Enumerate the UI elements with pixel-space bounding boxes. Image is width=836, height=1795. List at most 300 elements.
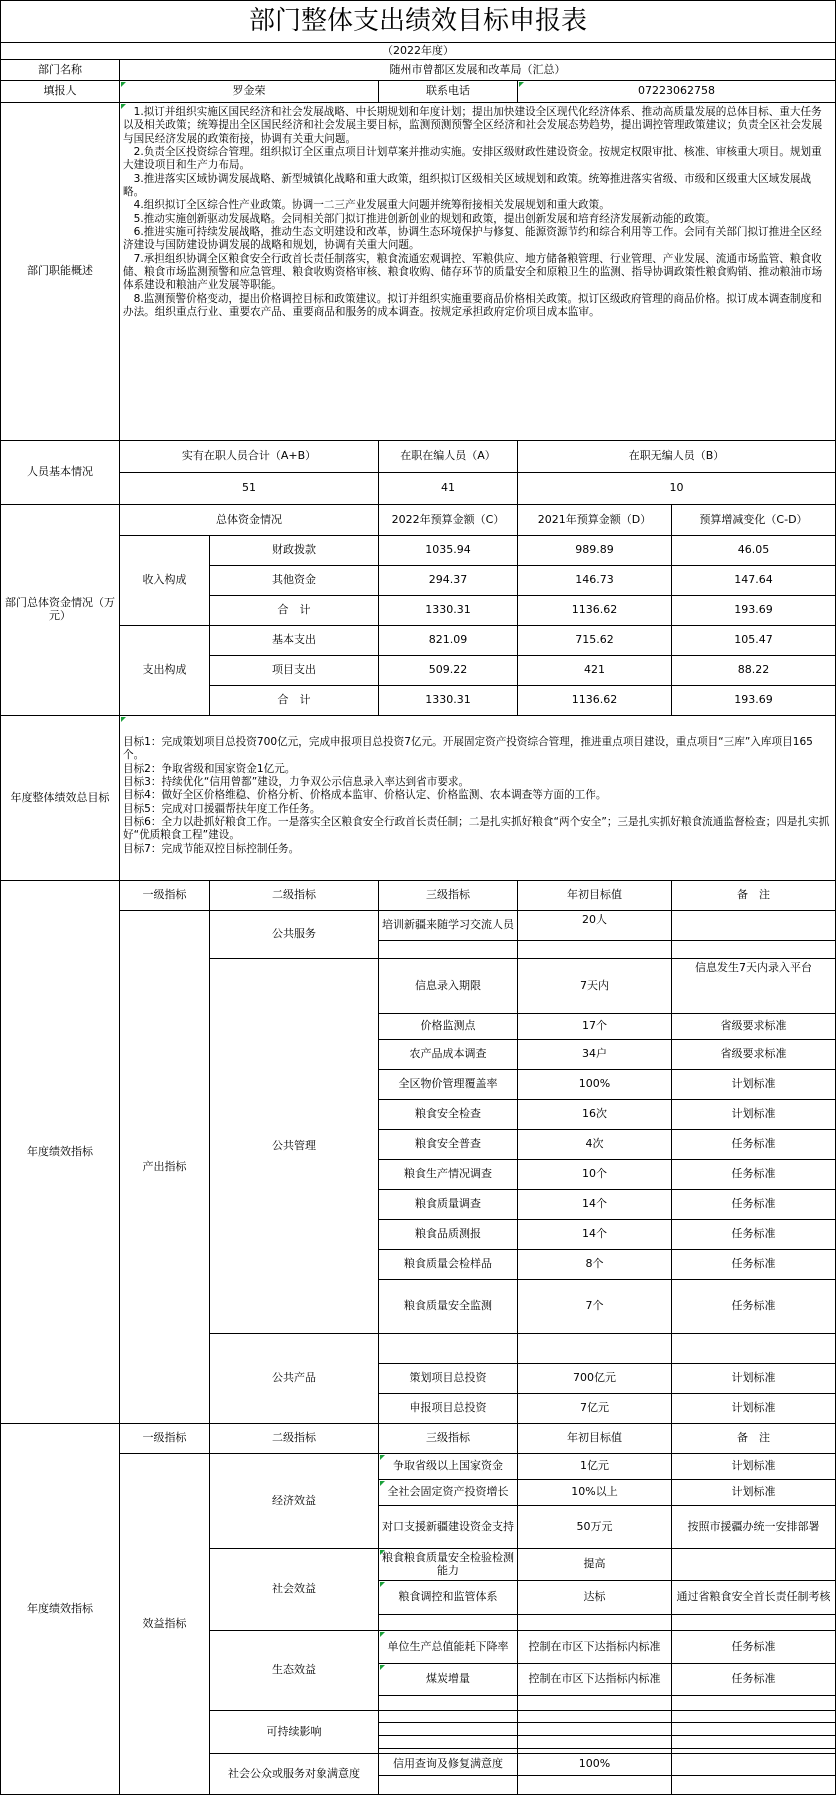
effect-target [517,1775,672,1795]
form-title-text: 部门整体支出绩效目标申报表 [248,5,587,36]
output-header-level3-text: 三级指标 [426,888,470,902]
effect-level1 [119,1453,210,1795]
effect-indicator [378,1695,518,1711]
output-target [517,958,672,1014]
output-note [671,910,836,941]
group-public-mgmt-text: 公共管理 [272,1138,316,1152]
output-header-note-text: 备 注 [737,888,770,902]
output-indicator-text: 申报项目总投资 [409,1401,487,1415]
output-note-text: 任务标准 [731,1137,776,1151]
output-note [671,1393,836,1424]
effect-indicator [378,1775,518,1795]
cell-marker-icon [380,1481,385,1486]
effect-target-text: 100% [578,1757,611,1771]
effect-target [517,1580,672,1615]
effect-note-text: 按照市援疆办统一安排部署 [687,1519,820,1533]
output-indicator [378,1189,518,1220]
income-row-name [209,565,379,596]
output-target [517,1393,672,1424]
effect-indicator-text: 全社会固定资产投资增长 [387,1485,509,1499]
goals-label-text: 年度整体绩效总目标 [10,790,110,804]
effect-header-level1 [119,1423,210,1454]
output-target [517,910,672,941]
funds-header-3 [671,504,836,536]
group-social [209,1548,379,1631]
output-header-level2 [209,880,379,911]
output-target [517,1189,672,1220]
output-target [517,1219,672,1250]
income-row-cd [671,565,836,596]
effect-target [517,1548,672,1581]
effect-note-text: 任务标准 [731,1639,776,1653]
staff-header-total-text: 实有在职人员合计（A+B） [181,449,317,463]
funds-label [0,504,120,716]
expense-row-c [378,685,518,716]
output-indicator [378,1013,518,1040]
output-target [517,1363,672,1394]
output-indicator [378,910,518,941]
output-target-text: 14个 [582,1197,607,1211]
goal-item: 目标5：完成对口援疆帮扶年度工作任务。 [123,802,321,815]
group-sustainable-text: 可持续影响 [266,1724,322,1738]
effect-note-text: 计划标准 [731,1459,776,1473]
expense-row-c-text: 1330.31 [425,693,471,707]
effect-note [671,1580,836,1615]
cell-marker-icon [380,1632,385,1637]
output-note [671,1039,836,1070]
output-note [671,1333,836,1364]
output-indicator [378,1039,518,1070]
effect-target [517,1663,672,1696]
output-header-level1-text: 一级指标 [142,888,187,902]
effect-section-label-text: 年度绩效指标 [27,1601,93,1615]
effect-indicator [378,1753,518,1776]
income-row-d-text: 989.89 [575,543,614,557]
effect-note [671,1614,836,1631]
output-target [517,940,672,959]
funds-header-2-text: 2021年预算金额（D） [537,512,652,526]
expense-row-name [209,625,379,656]
output-header-level2-text: 二级指标 [272,888,316,902]
income-row-d-text: 1136.62 [571,603,618,617]
phone-value [517,80,836,103]
expense-label-text: 支出构成 [142,663,187,677]
staff-header-a [378,440,518,473]
output-target-text: 7天内 [580,978,609,992]
effect-indicator-text: 对口支援新疆建设资金支持 [382,1519,514,1533]
income-row-c [378,535,518,566]
effect-note [671,1735,836,1749]
effect-indicator [378,1663,518,1696]
effect-target [517,1695,672,1711]
effect-indicator [378,1580,518,1615]
output-header-target-text: 年初目标值 [567,888,622,902]
staff-header-a-text: 在职在编人员（A） [400,449,496,463]
income-row-cd [671,595,836,626]
funds-header-1 [378,504,518,536]
output-target [517,1249,672,1280]
functions-label [0,102,120,441]
effect-indicator [378,1614,518,1631]
filler-label [0,80,120,103]
group-economic-text: 经济效益 [272,1493,316,1507]
output-indicator [378,1279,518,1334]
output-indicator-text: 粮食品质测报 [415,1227,481,1241]
output-note [671,1069,836,1100]
funds-label-text: 部门总体资金情况（万元） [5,596,115,622]
function-item: 8.监测预警价格变动，提出价格调控目标和政策建议。拟订并组织实施重要商品价格相关政策。拟订区级政府管理的商品价格。拟订成本调查制度和办法。组织重点行业、重要农产品、重要商品和服务的成本调查。按规定承担政府定价项目成本监审。 [123,292,822,319]
output-target-text: 100% [578,1077,611,1091]
expense-row-cd [671,655,836,686]
output-target [517,1013,672,1040]
output-indicator-text: 粮食安全检查 [415,1107,481,1121]
staff-a [378,472,518,505]
output-indicator [378,1249,518,1280]
effect-level1-text: 效益指标 [142,1616,187,1630]
group-ecological [209,1630,379,1711]
output-target-text: 20人 [582,913,607,926]
effect-note [671,1722,836,1736]
goals-label [0,715,120,881]
income-row-c-text: 1330.31 [425,603,471,617]
income-row-name [209,535,379,566]
effect-note [671,1453,836,1480]
expense-row-name [209,655,379,686]
effect-note [671,1753,836,1776]
cell-marker-icon [121,104,126,109]
staff-a-text: 41 [441,481,455,495]
output-level1 [119,910,210,1424]
phone-label [378,80,518,103]
income-row-d-text: 146.73 [575,573,614,587]
expense-row-cd-text: 105.47 [734,633,773,647]
effect-note [671,1479,836,1506]
output-target [517,1159,672,1190]
output-note [671,1279,836,1334]
effect-target-text: 提高 [583,1557,606,1571]
income-row-name-text: 其他资金 [272,573,316,587]
functions-paragraphs [123,106,832,320]
output-section-label [0,880,120,1424]
function-item: 1.拟订并组织实施区国民经济和社会发展战略、中长期规划和年度计划；提出加快建设全区现代化经济体系、推动高质量发展的总体目标、重大任务以及相关政策；统筹提出全区国民经济和社会发展主要目标，监测预测预警全区经济和社会发展态势趋势，提出调控管理政策建议；负责全区社会发展与国民经济发展的政策衔接，协调有关重大问题。 [123,106,823,145]
effect-target [517,1453,672,1480]
effect-header-level1-text: 一级指标 [142,1431,187,1445]
output-target [517,1039,672,1070]
output-target-text: 4次 [585,1137,604,1151]
cell-marker-icon [380,1455,385,1460]
goal-item: 目标6：全力以赴抓好粮食工作。一是落实全区粮食安全行政首长责任制；二是扎实抓好粮食“两个安全”；三是扎实抓好粮食流通监督检查；四是扎实抓好“优质粮食工程”建设。 [123,816,830,842]
output-indicator-text: 培训新疆来随学习交流人员 [382,918,514,932]
output-note-text: 信息发生7天内录入平台 [695,961,812,974]
income-row-d [517,535,672,566]
expense-row-c [378,625,518,656]
output-note-text: 省级要求标准 [720,1019,787,1033]
effect-target-text: 控制在市区下达指标内标准 [528,1639,661,1653]
income-row-name [209,595,379,626]
goal-item: 目标1：完成策划项目总投资700亿元，完成申报项目总投资7亿元。开展固定资产投资综合管理，推进重点项目建设，重点项目“三库”入库项目165个。 [123,736,813,762]
income-row-d [517,595,672,626]
effect-target [517,1614,672,1631]
output-indicator-text: 农产品成本调查 [409,1047,487,1061]
output-target [517,1069,672,1100]
output-note [671,940,836,959]
filler-name [119,80,379,103]
effect-section-label [0,1423,120,1795]
effect-target [517,1505,672,1549]
effect-indicator-text: 粮食粮食质量安全检验检测能力 [382,1550,514,1577]
output-indicator-text: 价格监测点 [420,1019,476,1033]
effect-target-text: 10%以上 [571,1485,618,1499]
income-row-cd-text: 193.69 [734,603,773,617]
effect-note [671,1775,836,1795]
goals-paragraphs [123,719,832,856]
income-row-c [378,595,518,626]
group-public-product-text: 公共产品 [272,1371,316,1385]
cell-marker-icon [380,1550,385,1555]
output-note [671,1129,836,1160]
output-target-text: 7亿元 [580,1401,609,1415]
group-economic [209,1453,379,1549]
goal-item: 目标2：争取省级和国家资金1亿元。 [123,762,296,775]
staff-header-total [119,440,379,473]
group-public-mgmt [209,958,379,1334]
effect-target [517,1630,672,1664]
function-item: 4.组织拟订全区综合性产业政策。协调一二三产业发展重大问题并统筹衔接相关发展规划和重大政策。 [133,199,610,212]
output-target-text: 17个 [582,1019,607,1033]
expense-row-cd [671,625,836,656]
output-note [671,1013,836,1040]
effect-header-target [517,1423,672,1454]
group-social-text: 社会效益 [272,1582,316,1596]
output-indicator-text: 粮食安全普查 [415,1137,481,1151]
effect-header-level3 [378,1423,518,1454]
output-target [517,1279,672,1334]
income-label-text: 收入构成 [142,573,187,587]
expense-row-c-text: 821.09 [428,633,468,647]
form-title [0,0,836,42]
group-public-service-text: 公共服务 [272,927,316,941]
output-indicator-text: 粮食质量安全监测 [404,1299,492,1313]
income-row-cd-text: 147.64 [734,573,773,587]
functions-text [119,102,836,441]
output-note-text: 计划标准 [731,1107,776,1121]
effect-indicator [378,1453,518,1480]
expense-row-cd-text: 193.69 [734,693,773,707]
output-header-level1 [119,880,210,911]
staff-header-b-text: 在职无编人员（B） [628,449,725,463]
group-satisfaction-text: 社会公众或服务对象满意度 [228,1766,360,1780]
income-row-cd-text: 46.05 [737,543,770,557]
funds-header-3-text: 预算增减变化（C-D） [699,512,808,526]
output-note-text: 任务标准 [731,1299,776,1313]
group-sustainable [209,1710,379,1754]
output-indicator-text: 信息录入期限 [415,978,481,992]
output-header-level3 [378,880,518,911]
income-row-d [517,565,672,596]
expense-row-c-text: 509.22 [428,663,468,677]
output-note-text: 计划标准 [731,1401,776,1415]
functions-label-text: 部门职能概述 [27,264,93,278]
effect-target [517,1735,672,1749]
function-item: 6.推进实施可持续发展战略，推动生态文明建设和改革，协调生态环境保护与修复、能源资源节约和综合利用等工作。会同有关部门拟订推进全区经济建设与国防建设协调发展的战略和规划，协调有关重大问题。 [123,226,822,252]
cell-marker-icon [380,1582,385,1587]
effect-note [671,1695,836,1711]
output-indicator [378,1159,518,1190]
output-target-text: 700亿元 [573,1371,616,1385]
funds-header-0-text: 总体资金情况 [216,512,282,526]
cell-marker-icon [121,82,126,87]
expense-row-d [517,625,672,656]
expense-row-c [378,655,518,686]
output-level1-text: 产出指标 [142,1159,187,1173]
function-item: 5.推动实施创新驱动发展战略。会同相关部门拟订推进创新创业的规划和政策，提出创新发展和培育经济发展新动能的政策。 [133,212,716,225]
income-row-name-text: 合 计 [277,603,311,617]
effect-target [517,1722,672,1736]
output-indicator-text: 全区物价管理覆盖率 [398,1077,498,1091]
phone-label-text: 联系电话 [426,84,470,98]
output-header-target [517,880,672,911]
effect-header-level2 [209,1423,379,1454]
output-note [671,1189,836,1220]
output-indicator-text: 策划项目总投资 [409,1371,487,1385]
output-indicator [378,1219,518,1250]
effect-header-note-text: 备 注 [737,1431,770,1445]
expense-row-d-text: 715.62 [575,633,614,647]
output-indicator [378,1069,518,1100]
effect-note-text: 通过省粮食安全首长责任制考核 [676,1590,831,1604]
effect-header-level3-text: 三级指标 [426,1431,470,1445]
output-target-text: 34户 [582,1047,607,1061]
output-note [671,1159,836,1190]
function-item: 3.推进落实区域协调发展战略、新型城镇化战略和重大政策，组织拟订区级相关区域规划和政策。统筹推进落实省级、市级和区级重大区域发展战略。 [123,172,812,199]
cell-marker-icon [519,82,524,87]
output-target-text: 7个 [585,1299,604,1313]
effect-note [671,1505,836,1549]
effect-indicator-text: 争取省级以上国家资金 [393,1459,503,1473]
output-target-text: 8个 [585,1257,604,1271]
expense-row-name-text: 项目支出 [272,663,316,677]
output-target-text: 10个 [582,1167,607,1181]
function-item: 7.承担组织协调全区粮食安全行政首长责任制落实，粮食流通宏观调控、军粮供应、地方储备粮管理、行业管理、产业发展、流通市场监管、粮食收储、粮食市场监测预警和应急管理、粮食收购资格审核、粮食收购、储存环节的质量安全和原粮卫生的监测、指导协调政策性粮食购销、推动粮油市场体系建设和粮油产业发展等职能。 [123,252,823,292]
group-ecological-text: 生态效益 [272,1663,316,1677]
group-public-service [209,910,379,959]
funds-header-1-text: 2022年预算金额（C） [391,512,505,526]
output-note [671,1249,836,1280]
effect-indicator [378,1479,518,1506]
effect-indicator-text: 信用查询及修复满意度 [393,1757,503,1771]
output-target [517,1129,672,1160]
goal-item: 目标7：完成节能双控目标控制任务。 [123,842,300,855]
filler-label-text: 填报人 [43,84,77,98]
effect-indicator-text: 粮食调控和监管体系 [398,1590,498,1604]
effect-target-text: 控制在市区下达指标内标准 [528,1672,661,1686]
effect-indicator [378,1505,518,1549]
income-row-c [378,565,518,596]
output-indicator-text: 粮食质量会检样品 [404,1257,492,1271]
effect-target [517,1753,672,1776]
effect-header-note [671,1423,836,1454]
output-note-text: 计划标准 [731,1371,776,1385]
dept-label [0,59,120,81]
effect-indicator [378,1630,518,1664]
effect-indicator [378,1735,518,1749]
income-label [119,535,210,626]
group-public-product [209,1333,379,1424]
staff-total [119,472,379,505]
effect-target [517,1479,672,1506]
output-note-text: 任务标准 [731,1167,776,1181]
output-target-text: 14个 [582,1227,607,1241]
expense-row-cd [671,685,836,716]
staff-label [0,440,120,505]
goal-item: 目标4：做好全区价格维稳、价格分析、价格成本监审、价格认定、价格监测、农本调查等方面的工作。 [123,789,607,802]
staff-label-text: 人员基本情况 [27,465,93,479]
output-note-text: 任务标准 [731,1227,776,1241]
funds-header-0 [119,504,379,536]
output-note [671,958,836,1014]
output-note-text: 任务标准 [731,1257,776,1271]
output-note [671,1363,836,1394]
function-item: 2.负责全区投资综合管理。组织拟订全区重点项目计划草案并推动实施。安排区级财政性建设资金。按规定权限审批、核准、审核重大项目。规划重大建设项目和生产力布局。 [123,146,822,172]
effect-header-level2-text: 二级指标 [272,1431,316,1445]
output-note-text: 计划标准 [731,1077,776,1091]
output-indicator [378,1393,518,1424]
output-note [671,1219,836,1250]
effect-note-text: 计划标准 [731,1485,776,1499]
staff-b [517,472,836,505]
output-target [517,1099,672,1130]
effect-note [671,1663,836,1696]
form-year [0,42,836,60]
income-row-cd [671,535,836,566]
expense-row-d [517,685,672,716]
output-indicator-text: 粮食生产情况调查 [404,1167,492,1181]
dept-label-text: 部门名称 [38,62,82,76]
funds-header-2 [517,504,672,536]
cell-marker-icon [380,1665,385,1670]
income-row-c-text: 1035.94 [425,543,471,557]
phone-value-text: 07223062758 [638,84,715,98]
expense-row-cd-text: 88.22 [737,663,770,677]
output-indicator [378,1129,518,1160]
output-indicator [378,1333,518,1364]
output-note-text: 任务标准 [731,1197,776,1211]
expense-row-name-text: 基本支出 [272,633,316,647]
effect-indicator [378,1722,518,1736]
form-year-text: （2022年度） [382,43,454,57]
staff-header-b [517,440,836,473]
effect-indicator [378,1548,518,1581]
expense-row-name-text: 合 计 [277,693,311,707]
expense-row-d-text: 421 [584,663,605,677]
output-note [671,1099,836,1130]
effect-indicator-text: 煤炭增量 [426,1672,470,1686]
output-indicator-text: 粮食质量调查 [415,1197,481,1211]
goals-text [119,715,836,881]
effect-target-text: 50万元 [576,1519,613,1533]
output-indicator [378,1099,518,1130]
effect-note [671,1630,836,1664]
output-indicator [378,940,518,959]
effect-target-text: 达标 [583,1590,606,1604]
effect-header-target-text: 年初目标值 [567,1431,622,1445]
goal-item: 目标3：持续优化“信用曾都”建设，力争双公示信息录入率达到省市要求。 [123,776,470,789]
income-row-c-text: 294.37 [428,573,468,587]
staff-b-text: 10 [669,481,684,495]
dept-value-text: 随州市曾都区发展和改革局（汇总） [389,62,566,76]
effect-indicator-text: 单位生产总值能耗下降率 [387,1639,509,1653]
filler-name-text: 罗金荣 [232,84,266,98]
